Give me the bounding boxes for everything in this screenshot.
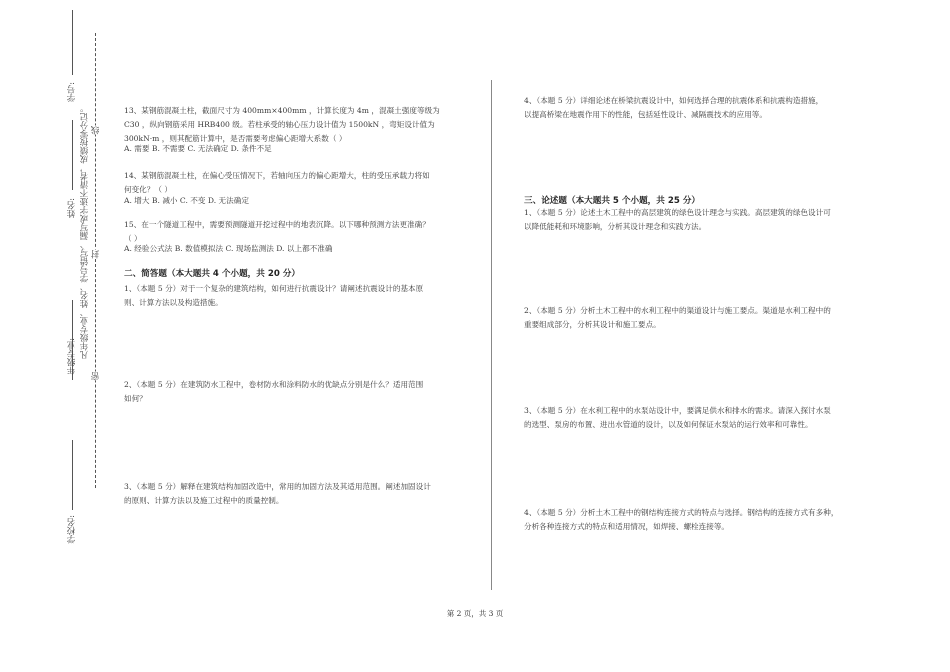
short-answer-3: 3、（本题 5 分）解释在建筑结构加固改造中，常用的加固方法及其适用范围。阐述加固设计 的原则、计算方法以及施工过程中的质量控制。	[124, 482, 431, 505]
short-answer-1: 1、（本题 5 分）对于一个复杂的建筑结构，如何进行抗震设计？请阐述抗震设计的基本原 则、计算方法以及构造措施。	[124, 284, 424, 307]
essay-4: 4、（本题 5 分）分析土木工程中的钢结构连接方式的特点与选择。钢结构的连接方式有多种， 分析各种连接方式的特点和适用情况，如焊接、螺栓连接等。	[524, 508, 839, 531]
section-2-title: 二、简答题（本大题共 4 个小题，共 20 分）	[124, 269, 301, 279]
essay-2: 2、（本题 5 分）分析土木工程中的水利工程中的渠道设计与施工要点。渠道是水利工程中的 重要组成部分，分析其设计和施工要点。	[524, 306, 831, 329]
column-divider	[491, 80, 492, 590]
school-underline	[72, 440, 73, 510]
student-id-label: 学号:	[67, 82, 77, 102]
seal-char-mi: 密	[91, 372, 101, 381]
seal-char-feng: 封	[91, 250, 101, 259]
section-3-title: 三、论述题（本大题共 5 个小题，共 25 分）	[524, 196, 701, 206]
short-answer-4: 4、（本题 5 分）详细论述在桥梁抗震设计中，如何选择合理的抗震体系和抗震构造措施， 以提高桥梁在地震作用下的性能，包括延性设计、减隔震技术的应用等。	[524, 96, 824, 119]
essay-1: 1、（本题 5 分）论述土木工程中的高层建筑的绿色设计理念与实践。高层建筑的绿色设计可 以降低能耗和环境影响，分析其设计理念和实践方法。	[524, 208, 831, 231]
question-14: 14、某钢筋混凝土柱，在偏心受压情况下，若轴向压力的偏心距增大，柱的受压承载力将如 何变化？（ ）	[124, 171, 430, 194]
question-13: 13、某钢筋混凝土柱，截面尺寸为 400mm×400mm ，计算长度为 4m ，混凝土强度等级为 C30 ，纵向钢筋采用 HRB400 级。若柱承受的轴心压力设计值为 1500kN ，弯矩设计值为 300kN·m ，则其配筋计算中，是否需要考虑偏心距增大系数（ ）	[124, 106, 440, 143]
name-label: 姓名:	[67, 198, 77, 218]
essay-3: 3、（本题 5 分）在水利工程中的水泵站设计中，要满足供水和排水的需求。请深入探讨水泵 的选型、泵房的布置、进出水管道的设计，以及如何保证水泵站的运行效率和可靠性。	[524, 406, 831, 429]
name-underline	[72, 120, 73, 190]
question-13-options: A. 需要 B. 不需要 C. 无法确定 D. 条件不足	[124, 144, 272, 153]
question-14-options: A. 增大 B. 减小 C. 不变 D. 无法确定	[124, 196, 249, 205]
question-15-options: A. 经验公式法 B. 数值模拟法 C. 现场监测法 D. 以上都不准确	[124, 244, 333, 253]
page-number: 第 2 页，共 3 页	[446, 609, 504, 618]
binding-warning: 凡年级专业、姓名、学号错写、漏写或字迹不清者，成绩按零分记。	[80, 104, 90, 359]
seal-char-xian: 线	[91, 126, 101, 135]
class-label: 年级专业:	[67, 338, 77, 375]
student-id-underline	[72, 10, 73, 75]
question-15: 15、在一个隧道工程中，需要预测隧道开挖过程中的地表沉降。以下哪种预测方法更准确？ （ ）	[124, 220, 430, 243]
seal-dashed-line	[95, 33, 96, 488]
short-answer-2: 2、（本题 5 分）在建筑防水工程中，卷材防水和涂料防水的优缺点分别是什么？适用范围 如何？	[124, 380, 424, 403]
school-label: 学校名:	[67, 515, 77, 544]
